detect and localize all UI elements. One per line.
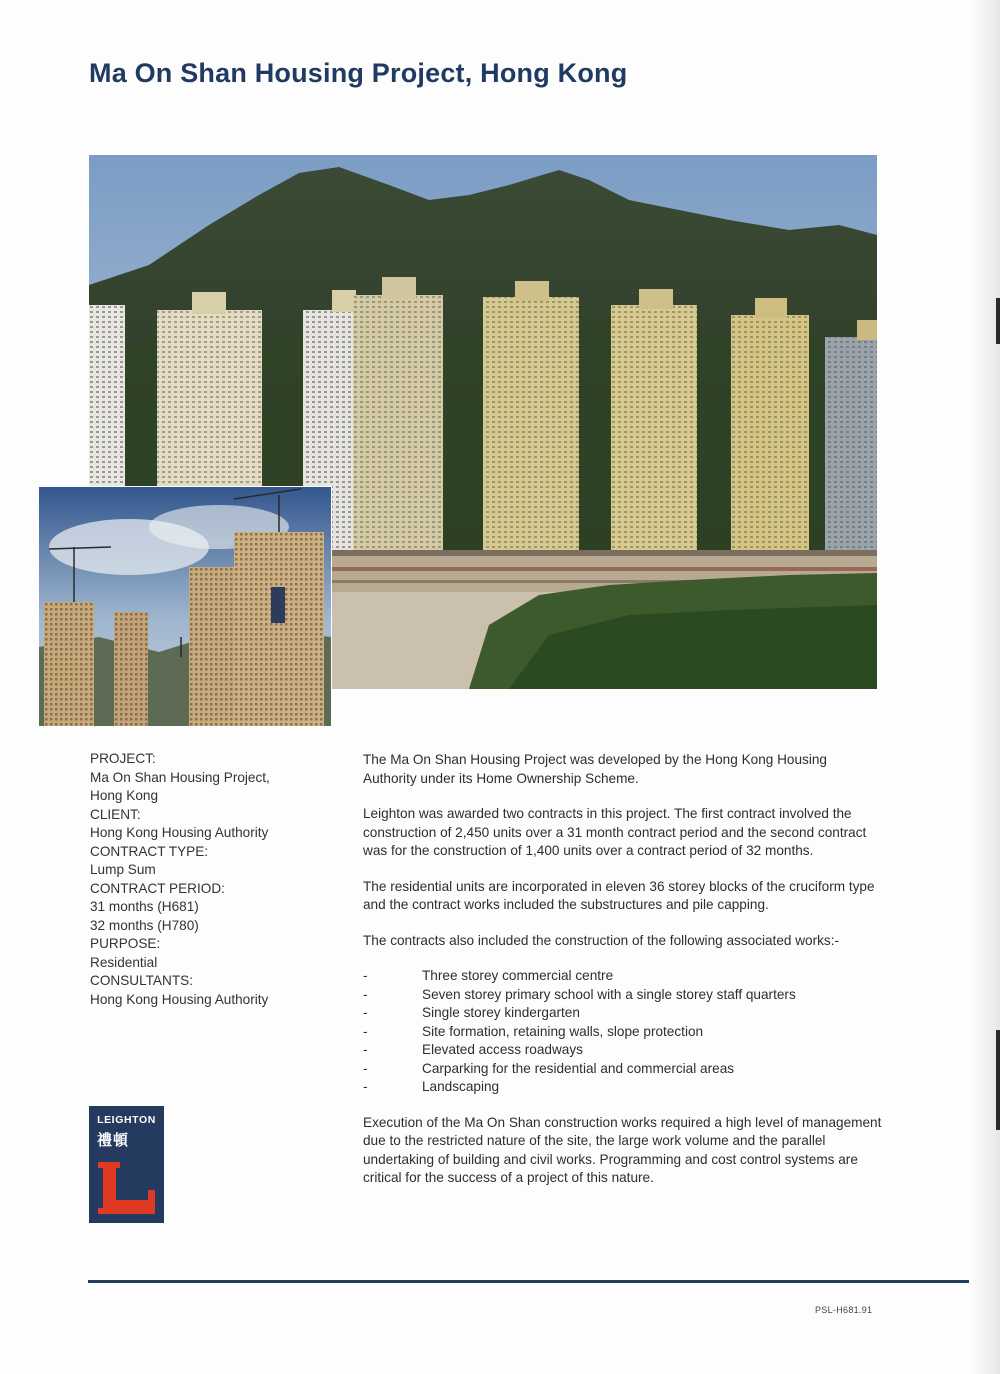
contract-period-label: CONTRACT PERIOD:	[90, 880, 225, 896]
list-item	[363, 1060, 883, 1079]
consultants-value: Hong Kong Housing Authority	[90, 991, 269, 1007]
edge-mark	[996, 298, 1000, 344]
project-description	[363, 751, 883, 1205]
list-item	[363, 986, 883, 1005]
contract-period-line: 31 months (H681)	[90, 899, 199, 914]
contract-period-line: 32 months (H780)	[90, 917, 199, 933]
project-value-line: Ma On Shan Housing Project,	[90, 769, 270, 785]
purpose-value: Residential	[90, 954, 158, 970]
logo-chinese-text: 禮頓	[97, 1131, 130, 1149]
list-item-text: Three storey commercial centre	[422, 968, 614, 983]
leighton-logo	[89, 1106, 164, 1223]
client-value: Hong Kong Housing Authority	[90, 825, 269, 840]
list-dash: -	[363, 1023, 368, 1039]
paragraph: The residential units are incorporated in eleven 36 storey blocks of the cruciform type and the contract works included the substructures and pile capping.	[363, 878, 875, 912]
associated-works-list	[363, 967, 883, 1097]
list-item	[363, 1023, 883, 1042]
project-info-panel	[90, 750, 340, 1009]
list-dash: -	[363, 1079, 368, 1094]
list-item-text: Carparking for the residential and commercial areas	[422, 1060, 735, 1076]
list-item	[363, 1078, 883, 1097]
consultants-label: CONSULTANTS:	[90, 973, 193, 988]
purpose-label: PURPOSE:	[90, 936, 161, 951]
list-dash: -	[363, 986, 368, 1002]
list-dash: -	[363, 1042, 368, 1057]
list-dash: -	[363, 1005, 368, 1020]
list-item-text: Single storey kindergarten	[422, 1005, 580, 1020]
client-label: CLIENT:	[90, 806, 141, 822]
inset-photo-construction	[38, 486, 332, 727]
list-item-text: Elevated access roadways	[422, 1042, 583, 1057]
logo-text: LEIGHTON	[97, 1114, 156, 1126]
list-item	[363, 1041, 883, 1060]
contract-type-label: CONTRACT TYPE:	[90, 843, 209, 859]
project-value-line: Hong Kong	[90, 788, 159, 803]
page-edge-shadow	[970, 0, 1000, 1374]
reference-code: PSL-H681.91	[815, 1305, 873, 1315]
list-item-text: Site formation, retaining walls, slope protection	[422, 1023, 704, 1039]
list-item	[363, 967, 883, 986]
page-title: Ma On Shan Housing Project, Hong Kong	[89, 58, 628, 88]
bottom-rule	[88, 1280, 969, 1283]
paragraph: Leighton was awarded two contracts in this project. The first contract involved the construction of 2,450 units over a 31 month contract period and the second contract was for the construction of 1,400 units over a contract period of 32 months.	[363, 806, 867, 858]
list-item	[363, 1004, 883, 1023]
paragraph: The contracts also included the construction of the following associated works:-	[363, 932, 840, 948]
project-label: PROJECT:	[90, 751, 156, 766]
list-item-text: Seven storey primary school with a single storey staff quarters	[422, 986, 796, 1002]
logo-l-mark-icon	[96, 1160, 157, 1216]
paragraph: Execution of the Ma On Shan construction works required a high level of management due to the restricted nature of the site, the large work volume and the parallel undertaking of building and civil works. Programming and cost control systems are critical for the success of a project of this nature.	[363, 1114, 882, 1185]
contract-type-value: Lump Sum	[90, 862, 156, 877]
list-item-text: Landscaping	[422, 1079, 500, 1094]
list-dash: -	[363, 968, 368, 983]
list-dash: -	[363, 1060, 368, 1076]
paragraph: The Ma On Shan Housing Project was developed by the Hong Kong Housing Authority under its Home Ownership Scheme.	[363, 752, 827, 786]
edge-mark	[996, 1030, 1000, 1130]
